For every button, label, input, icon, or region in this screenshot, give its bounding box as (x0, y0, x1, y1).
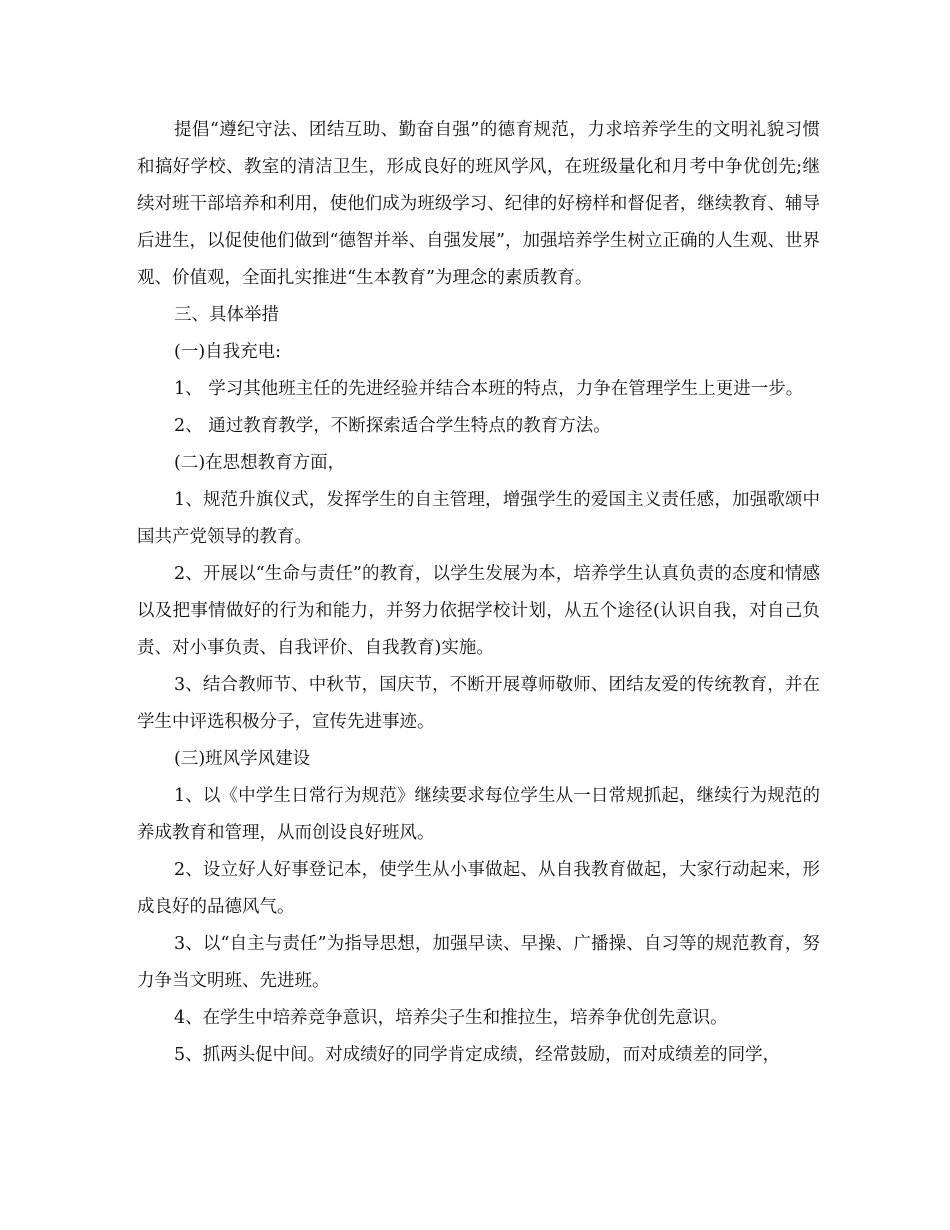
heading-specific-measures: 三、具体举措 (174, 305, 279, 325)
list-item: 2、 通过教育教学，不断探索适合学生特点的教育方法。 (174, 416, 611, 436)
paragraph-intro: 提倡“遵纪守法、团结互助、勤奋自强”的德育规范，力求培养学生的文明礼貌习惯和搞好学校、教室的清洁卫生，形成良好的班风学风，在班级量化和月考中争优创先;继续对班干部培养和利用，使他们成为班级学习、纪律的好榜样和督促者，继续教育、辅导后进生，以促使他们做到“德智并举、自强发展”，加强培养学生树立正确的人生观、世界观、价值观，全面扎实推进“生本教育”为理念的素质教育。 (137, 120, 820, 288)
list-item: 2、设立好人好事登记本，使学生从小事做起、从自我教育做起，大家行动起来，形成良好的品德风气。 (137, 860, 820, 917)
subheading-class-style: (三)班风学风建设 (174, 749, 311, 769)
list-item: 2、开展以“生命与责任”的教育，以学生发展为本，培养学生认真负责的态度和情感以及把事情做好的行为和能力，并努力依据学校计划，从五个途径(认识自我，对自己负责、对小事负责、自我评价、自我教育)实施。 (137, 564, 820, 658)
document-body (137, 112, 820, 1074)
list-item: 1、 学习其他班主任的先进经验并结合本班的特点，力争在管理学生上更进一步。 (174, 379, 804, 399)
list-item: 3、结合教师节、中秋节，国庆节，不断开展尊师敬师、团结友爱的传统教育，并在学生中评选积极分子，宣传先进事迹。 (137, 675, 820, 732)
list-item: 1、以《中学生日常行为规范》继续要求每位学生从一日常规抓起，继续行为规范的养成教育和管理，从而创设良好班风。 (137, 786, 820, 843)
list-item: 5、抓两头促中间。对成绩好的同学肯定成绩，经常鼓励，而对成绩差的同学， (174, 1045, 781, 1065)
subheading-self-improvement: (一)自我充电: (174, 342, 282, 362)
list-item: 1、规范升旗仪式，发挥学生的自主管理，增强学生的爱国主义责任感，加强歌颂中国共产党领导的教育。 (137, 490, 820, 547)
subheading-ideological-education: (二)在思想教育方面， (174, 453, 346, 473)
list-item: 3、以“自主与责任”为指导思想，加强早读、早操、广播操、自习等的规范教育，努力争当文明班、先进班。 (137, 934, 820, 991)
list-item: 4、在学生中培养竞争意识，培养尖子生和推拉生，培养争优创先意识。 (174, 1008, 728, 1028)
